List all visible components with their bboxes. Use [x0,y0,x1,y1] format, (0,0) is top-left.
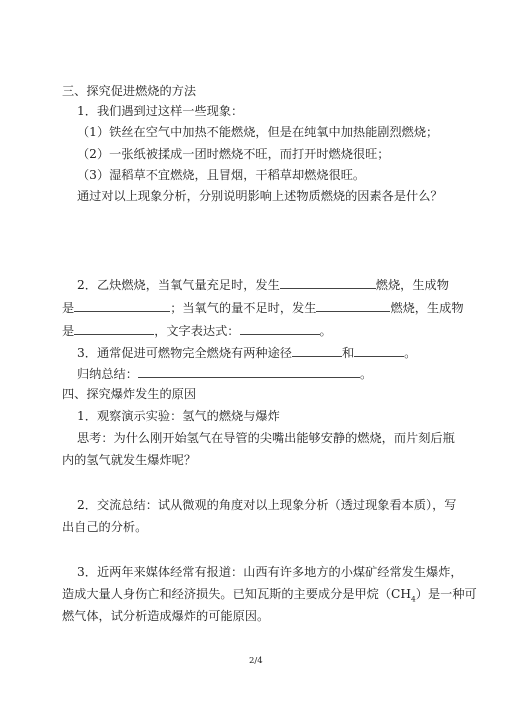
acetylene-text-2b: ；当氧气的量不足时，发生 [170,301,317,315]
answer-blank[interactable] [74,299,170,312]
acetylene-line-1 [77,276,449,293]
section-3-heading: 三、探究促进燃烧的方法 [62,84,197,98]
complete-combustion-text-b: 和 [341,346,355,360]
methane-subscript: 4 [411,594,416,604]
answer-blank[interactable] [354,344,404,357]
answer-blank[interactable] [280,276,376,289]
analysis-question: 通过对以上现象分析，分别说明影响上述物质燃烧的因素各是什么？ [77,189,443,203]
phenomenon-1: （1）铁丝在空气中加热不能燃烧，但是在纯氧中加热能剧烈燃烧； [77,125,439,139]
acetylene-text-3a: 是 [62,324,75,338]
phenomenon-3: （3）湿稻草不宜燃烧，且冒烟，干稻草却燃烧很旺。 [77,168,366,182]
section-4-item-3-line-3: 燃气体，试分析造成爆炸的可能原因。 [62,609,270,623]
answer-blank[interactable] [316,299,390,312]
answer-blank[interactable] [240,322,320,335]
section-4-item-3-line-1: 3．近两年来媒体经常有报道：山西有许多地方的小煤矿经常发生爆炸， [77,565,463,579]
acetylene-line-3 [62,322,332,339]
answer-blank[interactable] [74,322,154,335]
think-question-line-1: 思考：为什么刚开始氢气在导管的尖嘴出能够安静的燃烧，而片刻后瓶 [77,431,455,445]
page-number: 2/4 [249,656,263,666]
think-question-line-2: 内的氢气就发生爆炸呢？ [62,453,197,467]
answer-blank[interactable] [138,365,360,378]
acetylene-text-3c: 。 [319,324,332,338]
acetylene-text-2a: 是 [62,301,75,315]
acetylene-text-3b: ，文字表达式： [154,324,240,338]
section-4-item-1: 1．观察演示实验：氢气的燃烧与爆炸 [77,409,280,423]
acetylene-text-1b: 燃烧，生成物 [375,278,449,292]
acetylene-text-1a: 2．乙炔燃烧，当氧气量充足时，发生 [77,278,280,292]
summary-line [77,365,372,382]
section-4-item-2-line-2: 出自己的分析。 [62,520,148,534]
section-4-heading: 四、探究爆炸发生的原因 [62,387,197,401]
summary-end: 。 [359,367,373,381]
phenomenon-2: （2）一张纸被揉成一团时燃烧不旺，而打开时燃烧很旺； [77,147,390,161]
complete-combustion-text-c: 。 [404,346,417,360]
methane-text-b: ）是一种可 [415,587,477,601]
section-4-item-2-line-1: 2．交流总结：试从微观的角度对以上现象分析（透过现象看本质），写 [77,498,457,512]
acetylene-text-2c: 燃烧，生成物 [390,301,464,315]
complete-combustion-text-a: 3．通常促进可燃物完全燃烧有两种途径 [77,346,292,360]
section-4-item-3-line-2 [62,586,477,607]
answer-blank[interactable] [292,344,342,357]
methane-text-a: 造成大量人身伤亡和经济损失。已知瓦斯的主要成分是甲烷（CH [62,587,412,601]
summary-label: 归纳总结： [77,367,138,381]
section-3-item-1-intro: 1．我们遇到过这样一些现象： [77,104,244,118]
complete-combustion-line [77,344,416,361]
acetylene-line-2 [62,299,464,316]
